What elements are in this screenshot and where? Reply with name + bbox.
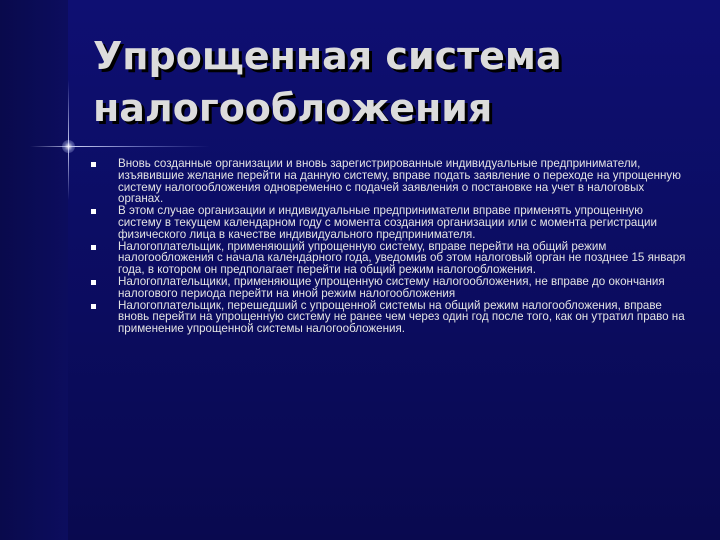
bullet-item — [88, 158, 688, 205]
bullet-text: Налогоплательщик, применяющий упрощенную систему, вправе перейти на общий режим налогообложения с начала календарного года, уведомив об этом налоговый орган не позднее 15 января года, в котором он предполагает перейти на общий режим налогообложения. — [118, 239, 686, 277]
bullet-text: Налогоплательщики, применяющие упрощенную систему налогообложения, не вправе до окончания налогового периода перейти на иной режим налогообложения — [118, 274, 665, 300]
bullet-item — [88, 205, 688, 240]
bullet-list — [88, 158, 688, 335]
square-bullet-icon — [91, 280, 96, 285]
left-decor-band — [0, 0, 68, 540]
bullet-text: Налогоплательщик, перешедший с упрощенной системы на общий режим налогообложения, вправе вновь перейти на упрощенную систему не ранее чем через один год после того, как он утратил право на применение упрощенной системы налогообложения. — [118, 298, 685, 336]
square-bullet-icon — [91, 245, 96, 250]
bullet-text: В этом случае организации и индивидуальные предприниматели вправе применять упрощенную систему в текущем календарном году с момента создания организации или с момента регистрации физического лица в качестве индивидуального предпринимателя. — [118, 204, 657, 241]
bullet-item — [88, 276, 688, 300]
slide-title — [93, 30, 693, 134]
sparkle-glow-icon — [62, 140, 75, 153]
square-bullet-icon — [91, 162, 96, 167]
square-bullet-icon — [91, 209, 96, 214]
bullet-item — [88, 241, 688, 276]
bullet-text: Вновь созданные организации и вновь зарегистрированные индивидуальные предприниматели, изъявившие желание перейти на данную систему, вправе подать заявление о переходе на упрощенную систему налогообложения одновременно с подачей заявления о постановке на учет в налоговых органах. — [118, 157, 681, 206]
slide-title-line-2: налогообложения — [93, 86, 493, 130]
sparkle-horizontal-line — [30, 146, 210, 147]
slide-title-line-1: Упрощенная система — [93, 34, 562, 78]
bullet-item — [88, 300, 688, 335]
square-bullet-icon — [91, 304, 96, 309]
